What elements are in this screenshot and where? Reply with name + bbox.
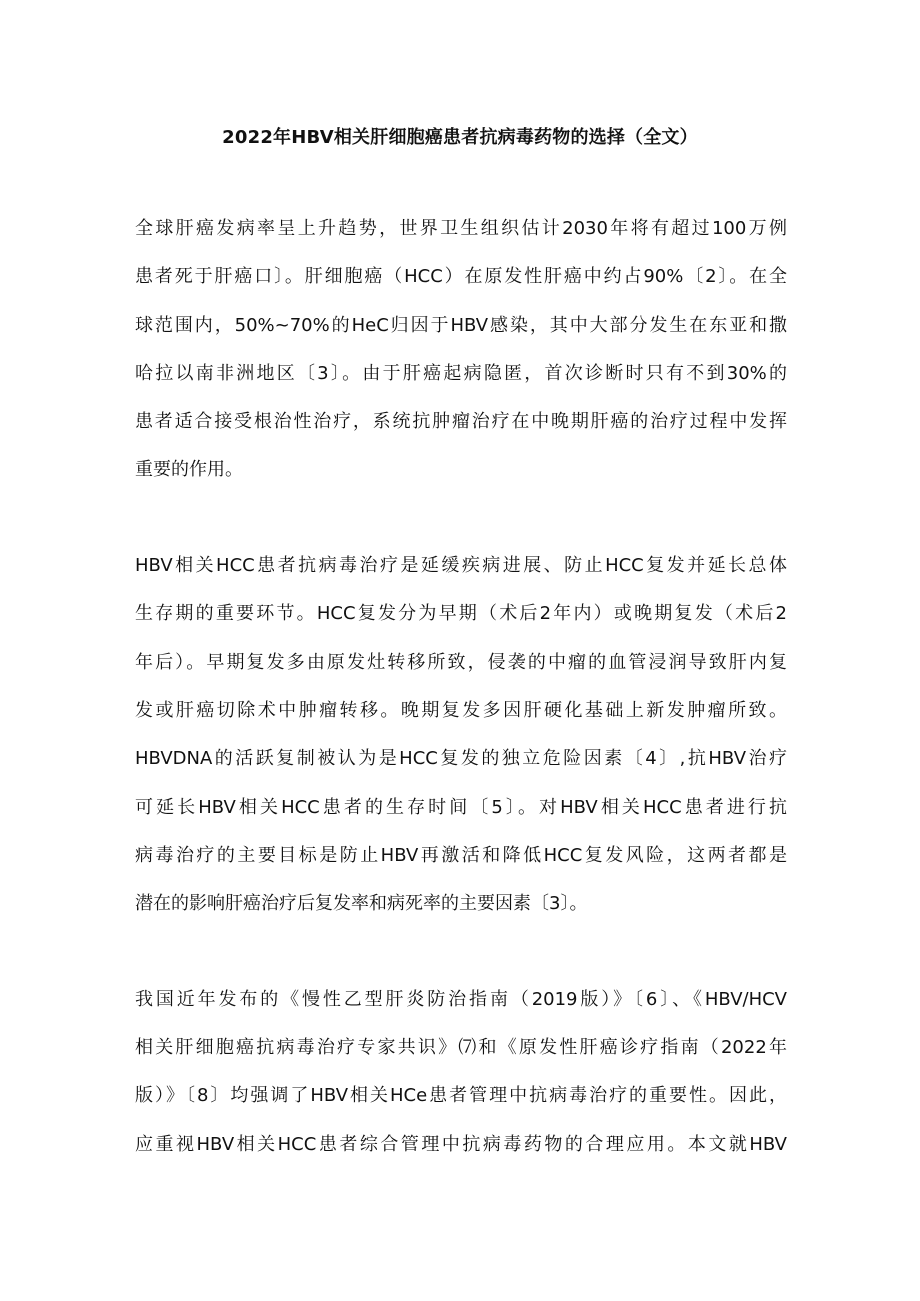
paragraph-3-line-1: 我国近年发布的《慢性乙型肝炎防治指南（2019版）》〔6〕、《HBV/HCV xyxy=(135,989,787,1010)
paragraph-2-line-4: 发或肝癌切除术中肿瘤转移。晚期复发多因肝硬化基础上新发肿瘤所致。 xyxy=(135,700,787,721)
paragraph-2-line-7: 病毒治疗的主要目标是防止HBV再激活和降低HCC复发风险，这两者都是 xyxy=(135,845,787,866)
paragraph-3-line-2: 相关肝细胞癌抗病毒治疗专家共识》⑺和《原发性肝癌诊疗指南（2022年 xyxy=(135,1037,787,1058)
paragraph-1-line-2: 患者死于肝癌口〕。肝细胞癌（HCC）在原发性肝癌中约占90%〔2〕。在全 xyxy=(135,266,787,287)
paragraph-2-line-8: 潜在的影响肝癌治疗后复发率和病死率的主要因素〔3〕。 xyxy=(135,893,588,914)
paragraph-2-line-6: 可延长HBV相关HCC患者的生存时间〔5〕。对HBV相关HCC患者进行抗 xyxy=(135,797,787,818)
paragraph-1-line-4: 哈拉以南非洲地区〔3〕。由于肝癌起病隐匿，首次诊断时只有不到30%的 xyxy=(135,363,787,384)
paragraph-2-line-1: HBV相关HCC患者抗病毒治疗是延缓疾病进展、防止HCC复发并延长总体 xyxy=(135,555,787,576)
paragraph-1-line-6: 重要的作用。 xyxy=(135,459,243,480)
paragraph-1-line-5: 患者适合接受根治性治疗，系统抗肿瘤治疗在中晚期肝癌的治疗过程中发挥 xyxy=(135,411,787,432)
paragraph-2-line-3: 年后）。早期复发多由原发灶转移所致，侵袭的中瘤的血管浸润导致肝内复 xyxy=(135,652,787,673)
paragraph-3-line-4: 应重视HBV相关HCC患者综合管理中抗病毒药物的合理应用。本文就HBV xyxy=(135,1134,787,1155)
paragraph-2-line-5: HBVDNA的活跃复制被认为是HCC复发的独立危险因素〔4〕,抗HBV治疗 xyxy=(135,748,787,769)
paragraph-2-line-2: 生存期的重要环节。HCC复发分为早期（术后2年内）或晚期复发（术后2 xyxy=(135,603,787,624)
paragraph-3-line-3: 版）》〔8〕均强调了HBV相关HCe患者管理中抗病毒治疗的重要性。因此， xyxy=(135,1085,787,1106)
document-title: 2022年HBV相关肝细胞癌患者抗病毒药物的选择（全文） xyxy=(222,127,698,148)
paragraph-1-line-1: 全球肝癌发病率呈上升趋势，世界卫生组织估计2030年将有超过100万例 xyxy=(135,218,787,239)
paragraph-1-line-3: 球范围内，50%~70%的HeC归因于HBV感染，其中大部分发生在东亚和撒 xyxy=(135,315,787,336)
